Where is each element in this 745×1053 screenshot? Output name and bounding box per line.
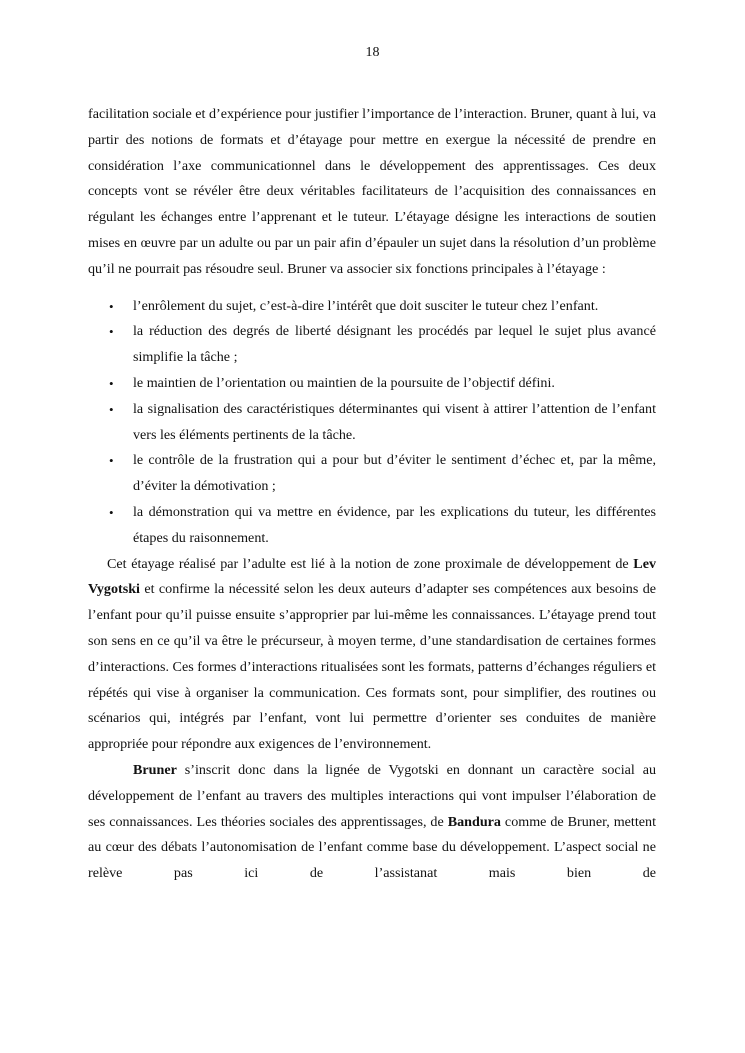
scaffolding-functions-list (88, 294, 656, 552)
paragraph-vygotski-text-after: et confirme la nécessité selon les deux auteurs d’adapter ses compétences aux besoins de l’enfant pour qu’il puisse ensuite s’approprier par lui-même les connaissances. L’étayage prend tout son sens en ce qu’il va être le précurseur, à moyen terme, d’une standardisation de certaines formes d’interactions. Ces formes d’interactions ritualisées sont les formats, patterns d’échanges réguliers et répétés qui vise à organiser la communication. Ces formats sont, pour simplifier, des routines ou scénarios qui, intégrés par l’enfant, vont lui permettre d’orienter ses conduites de manière appropriée pour répondre aux exigences de l’environnement. (88, 581, 656, 753)
list-item (88, 294, 656, 320)
paragraph-bruner (88, 758, 656, 887)
author-name-vygotski: Lev Vygotski (88, 555, 656, 598)
paragraph-bruner-text-1: s’inscrit donc dans la lignée de Vygotski en donnant un caractère social au développement de l’enfant au travers des multiples interactions qui vont impulser l’élaboration de ses connaissances. Les théories sociales des apprentissages, de (88, 761, 656, 830)
list-item-text: l’enrôlement du sujet, c’est-à-dire l’intérêt que doit susciter le tuteur chez l’enfant. (133, 297, 599, 314)
list-item (88, 397, 656, 449)
bullet-icon: • (109, 504, 114, 520)
list-item (88, 371, 656, 397)
list-item-text: la signalisation des caractéristiques déterminantes qui visent à attirer l’attention de l’enfant vers les éléments pertinents de la tâche. (133, 400, 656, 443)
page-number: 18 (365, 45, 380, 60)
list-item (88, 500, 656, 552)
list-item (88, 319, 656, 371)
bullet-icon: • (109, 298, 114, 314)
bullet-icon: • (109, 375, 114, 391)
page-body (88, 102, 656, 887)
paragraph-intro: facilitation sociale et d’expérience pour justifier l’importance de l’interaction. Bruner, quant à lui, va partir des notions de formats et d’étayage pour mettre en exergue la nécessité de prendre en considération l’axe communicationnel dans le développement des apprentissages. Ces deux concepts vont se révéler être deux véritables facilitateurs de l’acquisition des connaissances en régulant les échanges entre l’apprenant et le tuteur. L’étayage désigne les interactions de soutien mises en œuvre par un adulte ou par un pair afin d’épauler un sujet dans la résolution d’un problème qu’il ne pourrait pas résoudre seul. Bruner va associer six fonctions principales à l’étayage : (88, 106, 656, 277)
paragraph-vygotski (88, 552, 656, 758)
list-item-text: la réduction des degrés de liberté désignant les procédés par lequel le sujet plus avancé simplifie la tâche ; (133, 323, 656, 366)
list-item (88, 448, 656, 500)
list-item-text: le contrôle de la frustration qui a pour but d’éviter le sentiment d’échec et, par la même, d’éviter la démotivation ; (133, 452, 656, 495)
list-item-text: la démonstration qui va mettre en évidence, par les explications du tuteur, les différentes étapes du raisonnement. (133, 503, 656, 546)
paragraph-vygotski-text-before: Cet étayage réalisé par l’adulte est lié à la notion de zone proximale de développement de (107, 555, 634, 572)
bullet-icon: • (109, 453, 114, 469)
list-item-text: le maintien de l’orientation ou maintien de la poursuite de l’objectif défini. (133, 374, 555, 391)
author-name-bruner: Bruner (133, 761, 177, 778)
bullet-icon: • (109, 401, 114, 417)
paragraph-bruner-text-2: comme de Bruner, mettent au cœur des débats l’autonomisation de l’enfant comme base du développement. L’aspect social ne relève pas ici de l’assistanat mais bien de (88, 813, 656, 882)
author-name-bandura: Bandura (447, 813, 501, 830)
bullet-icon: • (109, 324, 114, 340)
